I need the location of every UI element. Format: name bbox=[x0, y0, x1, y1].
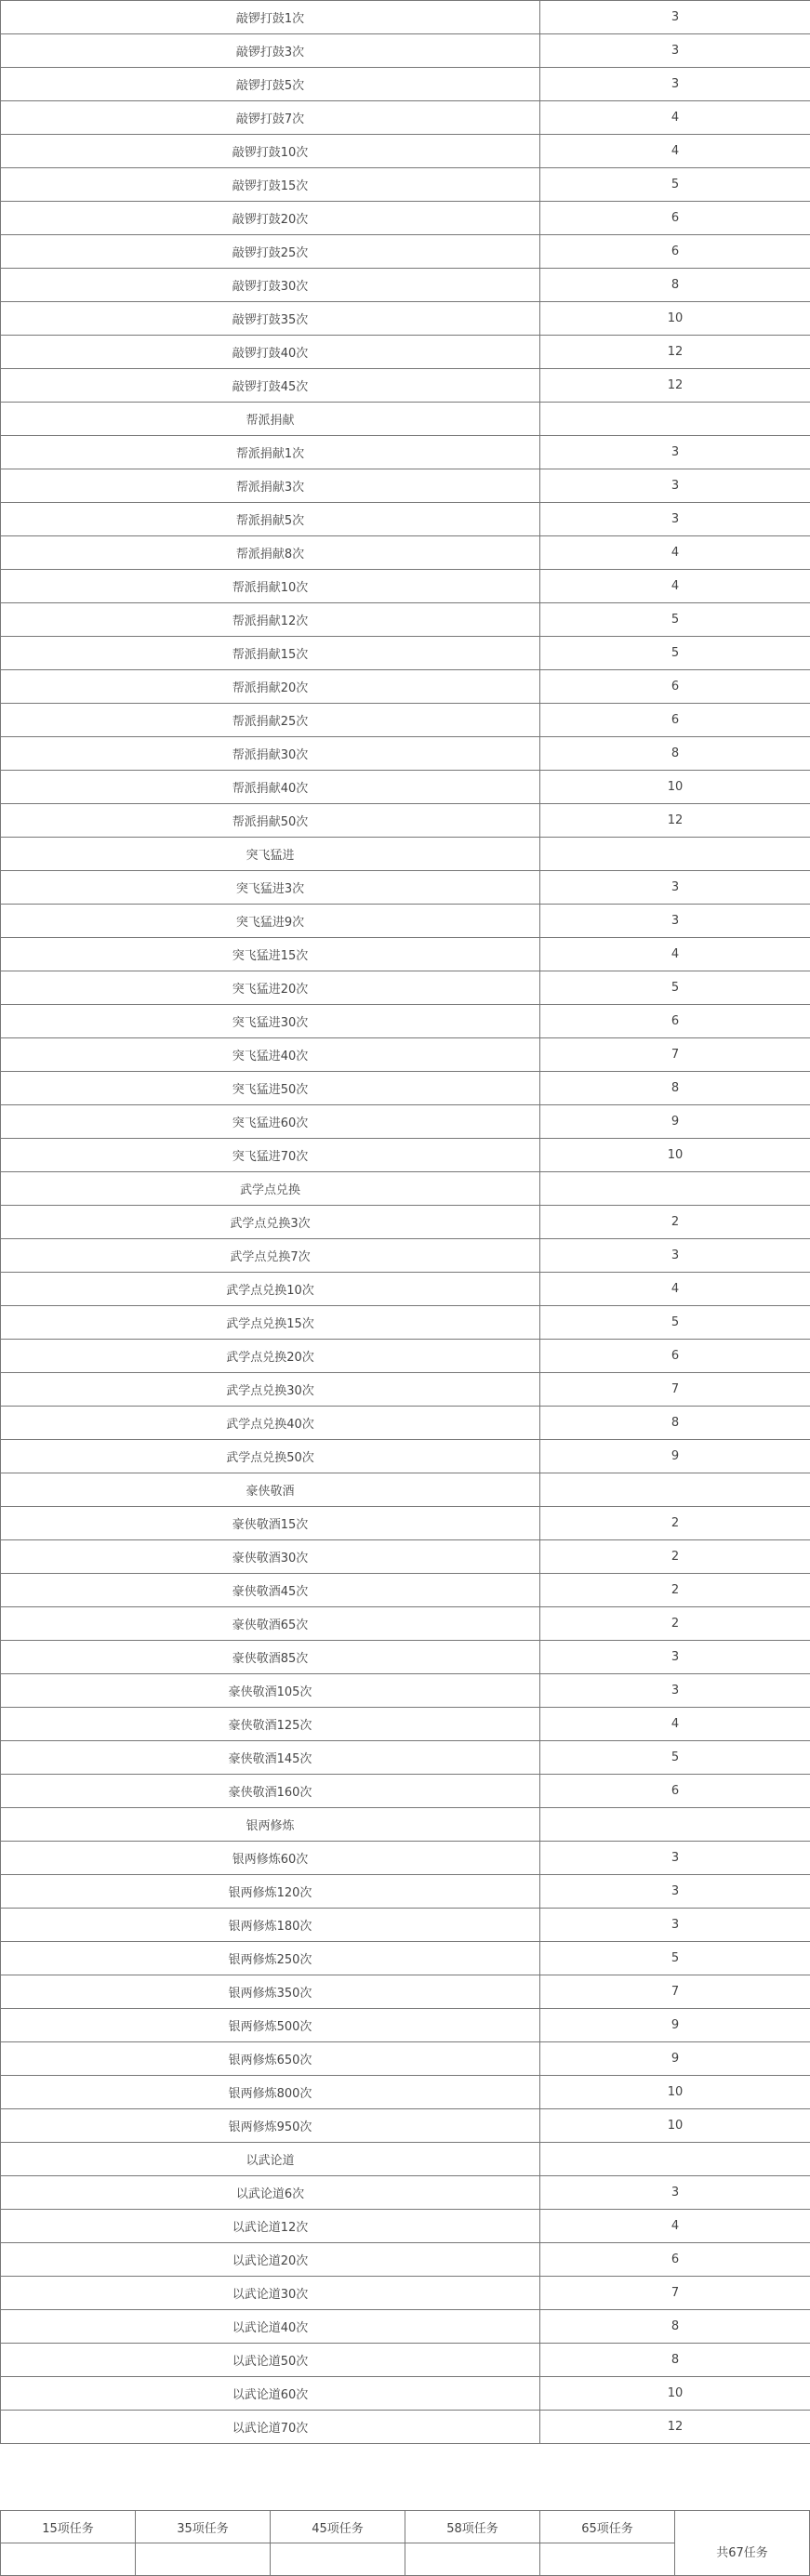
table-row bbox=[1, 34, 810, 68]
summary-value-cell bbox=[540, 2543, 675, 2576]
task-name-cell: 敲锣打鼓10次 bbox=[1, 135, 540, 168]
reward-value-cell bbox=[540, 1473, 810, 1507]
task-name-cell: 武学点兑换30次 bbox=[1, 1373, 540, 1407]
task-name-cell: 敲锣打鼓15次 bbox=[1, 168, 540, 202]
task-name-cell: 银两修炼 bbox=[1, 1808, 540, 1842]
reward-value-cell: 3 bbox=[540, 1674, 810, 1708]
task-summary-header-row bbox=[1, 2511, 810, 2543]
task-name-cell: 豪侠敬酒15次 bbox=[1, 1507, 540, 1540]
table-row bbox=[1, 871, 810, 905]
task-name-cell: 以武论道40次 bbox=[1, 2310, 540, 2344]
task-name-cell: 突飞猛进3次 bbox=[1, 871, 540, 905]
reward-value-cell: 3 bbox=[540, 469, 810, 503]
task-name-cell: 帮派捐献5次 bbox=[1, 503, 540, 536]
reward-value-cell bbox=[540, 1172, 810, 1206]
table-row bbox=[1, 1775, 810, 1808]
table-row bbox=[1, 1909, 810, 1942]
reward-value-cell: 6 bbox=[540, 2243, 810, 2277]
reward-value-cell: 3 bbox=[540, 1, 810, 34]
table-row bbox=[1, 1674, 810, 1708]
reward-value-cell: 6 bbox=[540, 235, 810, 269]
reward-value-cell: 5 bbox=[540, 637, 810, 670]
reward-value-cell: 3 bbox=[540, 68, 810, 101]
table-row bbox=[1, 570, 810, 603]
reward-value-cell bbox=[540, 838, 810, 871]
task-name-cell: 敲锣打鼓3次 bbox=[1, 34, 540, 68]
task-name-cell: 帮派捐献12次 bbox=[1, 603, 540, 637]
task-name-cell: 以武论道50次 bbox=[1, 2344, 540, 2377]
reward-value-cell: 10 bbox=[540, 1139, 810, 1172]
reward-value-cell bbox=[540, 1808, 810, 1842]
task-name-cell: 帮派捐献3次 bbox=[1, 469, 540, 503]
task-name-cell: 突飞猛进30次 bbox=[1, 1005, 540, 1038]
task-name-cell: 以武论道12次 bbox=[1, 2210, 540, 2243]
table-row bbox=[1, 2277, 810, 2310]
table-row bbox=[1, 436, 810, 469]
table-row bbox=[1, 1708, 810, 1741]
reward-value-cell: 3 bbox=[540, 871, 810, 905]
table-row bbox=[1, 1641, 810, 1674]
task-name-cell: 突飞猛进50次 bbox=[1, 1072, 540, 1105]
table-row bbox=[1, 269, 810, 302]
table-row bbox=[1, 1373, 810, 1407]
table-row bbox=[1, 1273, 810, 1306]
reward-value-cell: 9 bbox=[540, 1440, 810, 1473]
reward-value-cell: 5 bbox=[540, 1306, 810, 1340]
table-row bbox=[1, 2377, 810, 2411]
task-name-cell: 银两修炼120次 bbox=[1, 1875, 540, 1909]
table-row bbox=[1, 1206, 810, 1239]
task-name-cell: 银两修炼350次 bbox=[1, 1975, 540, 2009]
reward-value-cell: 9 bbox=[540, 2042, 810, 2076]
task-name-cell: 突飞猛进20次 bbox=[1, 971, 540, 1005]
reward-value-cell: 6 bbox=[540, 1005, 810, 1038]
task-name-cell: 以武论道60次 bbox=[1, 2377, 540, 2411]
task-name-cell: 敲锣打鼓35次 bbox=[1, 302, 540, 336]
task-name-cell: 突飞猛进40次 bbox=[1, 1038, 540, 1072]
table-row bbox=[1, 938, 810, 971]
table-row bbox=[1, 670, 810, 704]
table-section-row bbox=[1, 2143, 810, 2176]
table-row bbox=[1, 2210, 810, 2243]
reward-value-cell: 3 bbox=[540, 436, 810, 469]
table-row bbox=[1, 101, 810, 135]
summary-value-cell bbox=[271, 2543, 405, 2576]
table-row bbox=[1, 704, 810, 737]
task-name-cell: 敲锣打鼓45次 bbox=[1, 369, 540, 403]
table-row bbox=[1, 135, 810, 168]
table-row bbox=[1, 1540, 810, 1574]
task-name-cell: 帮派捐献15次 bbox=[1, 637, 540, 670]
reward-value-cell: 7 bbox=[540, 1038, 810, 1072]
task-name-cell: 帮派捐献8次 bbox=[1, 536, 540, 570]
table-row bbox=[1, 2042, 810, 2076]
table-row bbox=[1, 1975, 810, 2009]
summary-header-65: 65项任务 bbox=[540, 2511, 675, 2543]
task-name-cell: 豪侠敬酒160次 bbox=[1, 1775, 540, 1808]
reward-value-cell: 3 bbox=[540, 2176, 810, 2210]
table-row bbox=[1, 68, 810, 101]
task-name-cell: 武学点兑换20次 bbox=[1, 1340, 540, 1373]
task-name-cell: 突飞猛进9次 bbox=[1, 905, 540, 938]
task-name-cell: 武学点兑换3次 bbox=[1, 1206, 540, 1239]
task-name-cell: 银两修炼60次 bbox=[1, 1842, 540, 1875]
table-row bbox=[1, 1, 810, 34]
reward-value-cell bbox=[540, 403, 810, 436]
summary-header-45: 45项任务 bbox=[271, 2511, 405, 2543]
task-name-cell: 突飞猛进15次 bbox=[1, 938, 540, 971]
reward-value-cell: 3 bbox=[540, 503, 810, 536]
task-name-cell: 帮派捐献40次 bbox=[1, 771, 540, 804]
table-row bbox=[1, 469, 810, 503]
task-reward-table-body bbox=[1, 1, 810, 2444]
reward-value-cell: 12 bbox=[540, 336, 810, 369]
table-row bbox=[1, 603, 810, 637]
reward-value-cell: 4 bbox=[540, 1708, 810, 1741]
task-name-cell: 豪侠敬酒125次 bbox=[1, 1708, 540, 1741]
table-row bbox=[1, 637, 810, 670]
reward-value-cell: 9 bbox=[540, 2009, 810, 2042]
table-row bbox=[1, 771, 810, 804]
table-row bbox=[1, 503, 810, 536]
task-name-cell: 帮派捐献1次 bbox=[1, 436, 540, 469]
task-name-cell: 武学点兑换15次 bbox=[1, 1306, 540, 1340]
reward-value-cell: 10 bbox=[540, 2076, 810, 2109]
table-row bbox=[1, 1741, 810, 1775]
summary-value-cell bbox=[1, 2543, 136, 2576]
reward-value-cell: 4 bbox=[540, 135, 810, 168]
reward-value-cell: 2 bbox=[540, 1206, 810, 1239]
reward-value-cell: 5 bbox=[540, 1741, 810, 1775]
task-name-cell: 敲锣打鼓5次 bbox=[1, 68, 540, 101]
task-name-cell: 以武论道 bbox=[1, 2143, 540, 2176]
task-name-cell: 帮派捐献30次 bbox=[1, 737, 540, 771]
reward-value-cell: 8 bbox=[540, 737, 810, 771]
reward-value-cell: 6 bbox=[540, 704, 810, 737]
table-row bbox=[1, 2009, 810, 2042]
reward-value-cell: 4 bbox=[540, 938, 810, 971]
task-name-cell: 豪侠敬酒 bbox=[1, 1473, 540, 1507]
task-name-cell: 帮派捐献25次 bbox=[1, 704, 540, 737]
reward-value-cell: 4 bbox=[540, 2210, 810, 2243]
reward-value-cell: 4 bbox=[540, 536, 810, 570]
summary-header-58: 58项任务 bbox=[405, 2511, 540, 2543]
reward-value-cell: 3 bbox=[540, 1909, 810, 1942]
table-row bbox=[1, 2176, 810, 2210]
table-row bbox=[1, 235, 810, 269]
task-name-cell: 以武论道30次 bbox=[1, 2277, 540, 2310]
summary-value-cell bbox=[405, 2543, 540, 2576]
reward-value-cell: 8 bbox=[540, 1072, 810, 1105]
table-row bbox=[1, 1607, 810, 1641]
reward-value-cell: 6 bbox=[540, 1340, 810, 1373]
table-row bbox=[1, 804, 810, 838]
reward-value-cell: 6 bbox=[540, 1775, 810, 1808]
table-row bbox=[1, 302, 810, 336]
task-name-cell: 武学点兑换10次 bbox=[1, 1273, 540, 1306]
reward-value-cell: 3 bbox=[540, 1875, 810, 1909]
task-name-cell: 敲锣打鼓7次 bbox=[1, 101, 540, 135]
task-name-cell: 豪侠敬酒30次 bbox=[1, 1540, 540, 1574]
reward-value-cell: 10 bbox=[540, 302, 810, 336]
table-row bbox=[1, 1105, 810, 1139]
reward-value-cell: 10 bbox=[540, 771, 810, 804]
summary-header-35: 35项任务 bbox=[136, 2511, 271, 2543]
table-row bbox=[1, 2344, 810, 2377]
table-row bbox=[1, 1038, 810, 1072]
task-name-cell: 突飞猛进70次 bbox=[1, 1139, 540, 1172]
table-row bbox=[1, 905, 810, 938]
reward-value-cell: 7 bbox=[540, 1975, 810, 2009]
task-name-cell: 豪侠敬酒145次 bbox=[1, 1741, 540, 1775]
task-name-cell: 帮派捐献 bbox=[1, 403, 540, 436]
table-section-row bbox=[1, 1808, 810, 1842]
task-name-cell: 敲锣打鼓40次 bbox=[1, 336, 540, 369]
task-name-cell: 突飞猛进60次 bbox=[1, 1105, 540, 1139]
reward-value-cell: 3 bbox=[540, 1641, 810, 1674]
reward-value-cell: 7 bbox=[540, 2277, 810, 2310]
table-row bbox=[1, 2076, 810, 2109]
task-name-cell: 帮派捐献20次 bbox=[1, 670, 540, 704]
summary-total: 共67任务 bbox=[675, 2511, 810, 2576]
table-row bbox=[1, 1407, 810, 1440]
reward-value-cell: 5 bbox=[540, 1942, 810, 1975]
reward-value-cell: 12 bbox=[540, 2411, 810, 2444]
reward-value-cell: 6 bbox=[540, 670, 810, 704]
table-section-row bbox=[1, 1473, 810, 1507]
reward-value-cell: 8 bbox=[540, 2310, 810, 2344]
table-row bbox=[1, 2109, 810, 2143]
table-row bbox=[1, 168, 810, 202]
task-name-cell: 银两修炼800次 bbox=[1, 2076, 540, 2109]
task-name-cell: 敲锣打鼓20次 bbox=[1, 202, 540, 235]
reward-value-cell: 8 bbox=[540, 2344, 810, 2377]
table-row bbox=[1, 1440, 810, 1473]
reward-value-cell: 10 bbox=[540, 2109, 810, 2143]
table-row bbox=[1, 1005, 810, 1038]
task-name-cell: 以武论道70次 bbox=[1, 2411, 540, 2444]
reward-value-cell bbox=[540, 2143, 810, 2176]
reward-value-cell: 5 bbox=[540, 603, 810, 637]
reward-value-cell: 4 bbox=[540, 570, 810, 603]
reward-value-cell: 8 bbox=[540, 1407, 810, 1440]
table-row bbox=[1, 369, 810, 403]
task-name-cell: 银两修炼250次 bbox=[1, 1942, 540, 1975]
reward-value-cell: 12 bbox=[540, 804, 810, 838]
table-section-row bbox=[1, 403, 810, 436]
task-name-cell: 以武论道20次 bbox=[1, 2243, 540, 2277]
reward-value-cell: 2 bbox=[540, 1607, 810, 1641]
task-name-cell: 武学点兑换50次 bbox=[1, 1440, 540, 1473]
task-name-cell: 突飞猛进 bbox=[1, 838, 540, 871]
task-name-cell: 敲锣打鼓30次 bbox=[1, 269, 540, 302]
reward-value-cell: 9 bbox=[540, 1105, 810, 1139]
task-name-cell: 敲锣打鼓25次 bbox=[1, 235, 540, 269]
task-name-cell: 帮派捐献50次 bbox=[1, 804, 540, 838]
table-row bbox=[1, 1875, 810, 1909]
task-summary-table bbox=[0, 2510, 810, 2576]
task-name-cell: 武学点兑换7次 bbox=[1, 1239, 540, 1273]
task-name-cell: 银两修炼180次 bbox=[1, 1909, 540, 1942]
table-row bbox=[1, 1072, 810, 1105]
task-name-cell: 豪侠敬酒105次 bbox=[1, 1674, 540, 1708]
table-row bbox=[1, 2310, 810, 2344]
task-name-cell: 豪侠敬酒85次 bbox=[1, 1641, 540, 1674]
task-name-cell: 豪侠敬酒65次 bbox=[1, 1607, 540, 1641]
table-row bbox=[1, 1942, 810, 1975]
table-section-row bbox=[1, 838, 810, 871]
reward-value-cell: 3 bbox=[540, 34, 810, 68]
table-row bbox=[1, 2243, 810, 2277]
reward-value-cell: 5 bbox=[540, 168, 810, 202]
summary-header-15: 15项任务 bbox=[1, 2511, 136, 2543]
task-name-cell: 银两修炼650次 bbox=[1, 2042, 540, 2076]
table-section-row bbox=[1, 1172, 810, 1206]
table-row bbox=[1, 2411, 810, 2444]
table-row bbox=[1, 1139, 810, 1172]
task-name-cell: 豪侠敬酒45次 bbox=[1, 1574, 540, 1607]
reward-value-cell: 6 bbox=[540, 202, 810, 235]
table-row bbox=[1, 971, 810, 1005]
reward-value-cell: 4 bbox=[540, 1273, 810, 1306]
table-row bbox=[1, 1507, 810, 1540]
reward-value-cell: 3 bbox=[540, 1239, 810, 1273]
task-name-cell: 银两修炼500次 bbox=[1, 2009, 540, 2042]
reward-value-cell: 3 bbox=[540, 1842, 810, 1875]
task-name-cell: 武学点兑换 bbox=[1, 1172, 540, 1206]
task-name-cell: 帮派捐献10次 bbox=[1, 570, 540, 603]
table-row bbox=[1, 336, 810, 369]
table-row bbox=[1, 202, 810, 235]
reward-value-cell: 2 bbox=[540, 1507, 810, 1540]
task-name-cell: 以武论道6次 bbox=[1, 2176, 540, 2210]
task-name-cell: 敲锣打鼓1次 bbox=[1, 1, 540, 34]
table-row bbox=[1, 536, 810, 570]
reward-value-cell: 8 bbox=[540, 269, 810, 302]
task-name-cell: 银两修炼950次 bbox=[1, 2109, 540, 2143]
reward-value-cell: 3 bbox=[540, 905, 810, 938]
task-name-cell: 武学点兑换40次 bbox=[1, 1407, 540, 1440]
reward-value-cell: 2 bbox=[540, 1574, 810, 1607]
reward-value-cell: 10 bbox=[540, 2377, 810, 2411]
table-row bbox=[1, 737, 810, 771]
table-row bbox=[1, 1574, 810, 1607]
reward-value-cell: 12 bbox=[540, 369, 810, 403]
table-row bbox=[1, 1239, 810, 1273]
reward-value-cell: 5 bbox=[540, 971, 810, 1005]
reward-value-cell: 4 bbox=[540, 101, 810, 135]
table-row bbox=[1, 1842, 810, 1875]
reward-value-cell: 7 bbox=[540, 1373, 810, 1407]
table-row bbox=[1, 1306, 810, 1340]
summary-value-cell bbox=[136, 2543, 271, 2576]
table-row bbox=[1, 1340, 810, 1373]
reward-value-cell: 2 bbox=[540, 1540, 810, 1574]
